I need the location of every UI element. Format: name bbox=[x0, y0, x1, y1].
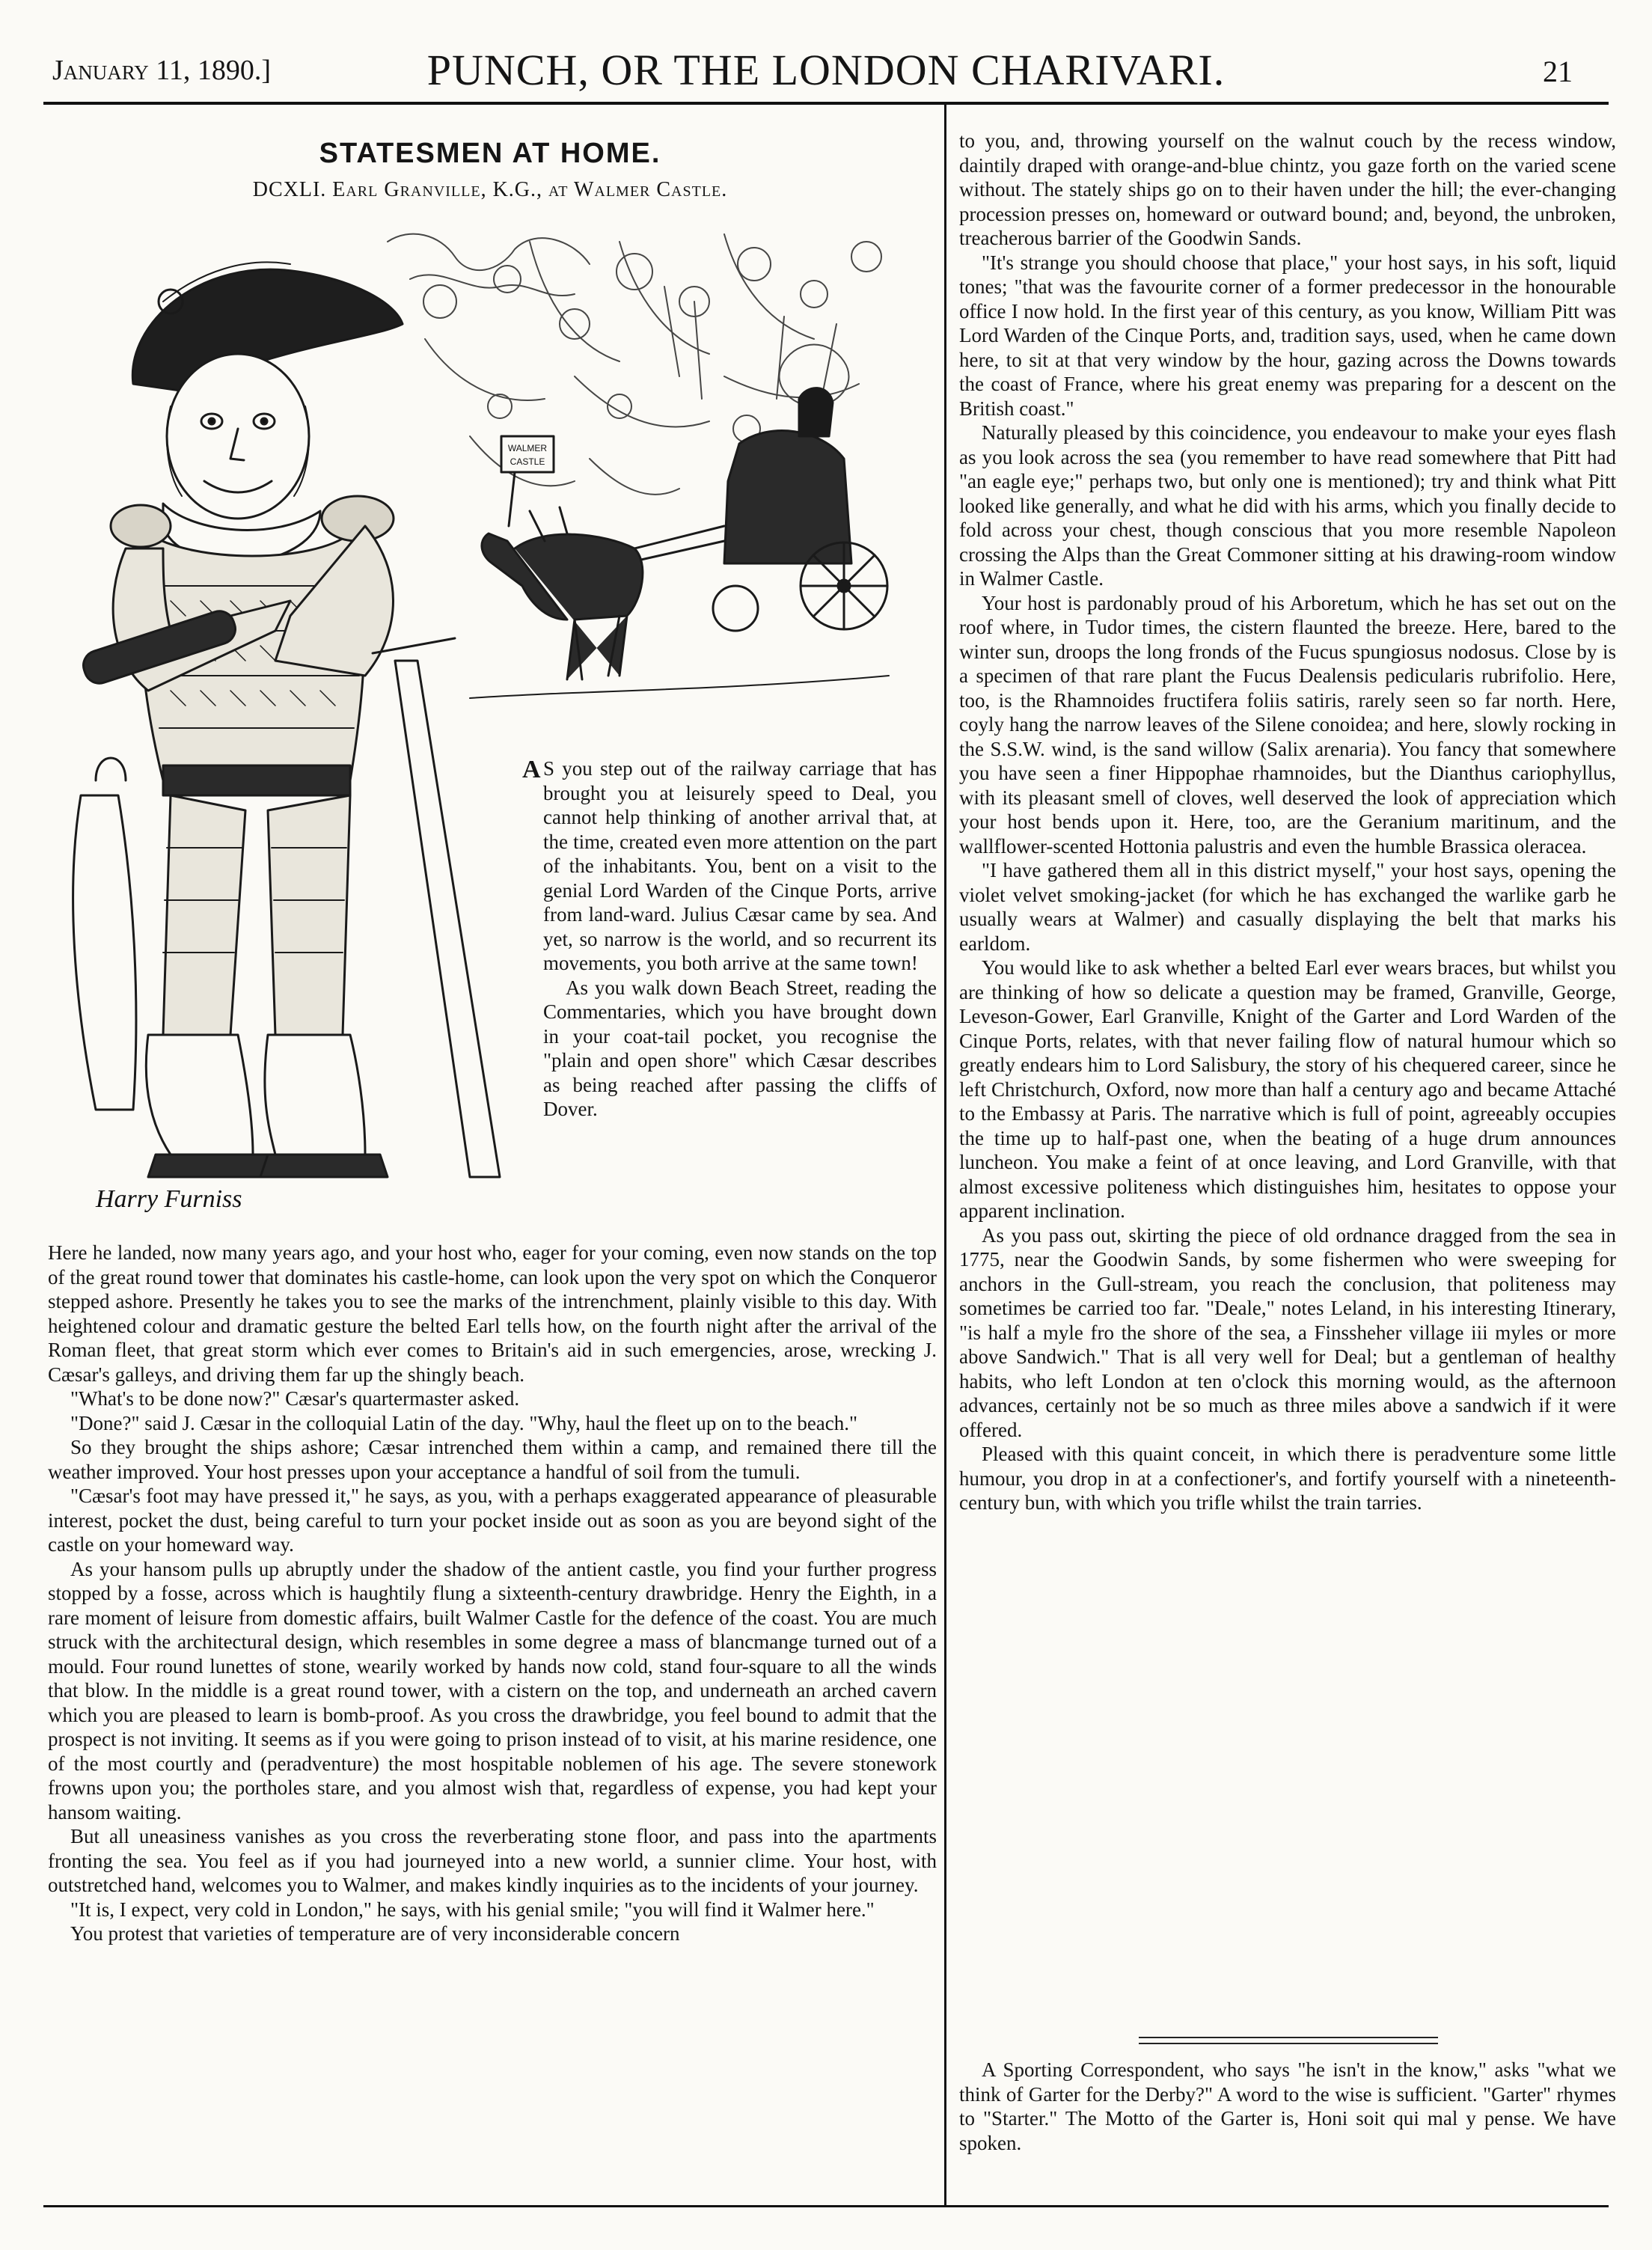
left-paragraph: As your hansom pulls up abruptly under the shadow of the antient castle, you find your further progress stopped by a fosse, across which is haughtily flung a sixteenth-century drawbridge. Henry the Eighth, in a rare moment of leisure from domestic affairs, built Walmer Castle for the defence of the coast. You are much struck with the architectural design, which resembles in some degree a mass of blancmange turned out of a mould. Four round lunettes of stone, wearily worked by hands now cold, stand four-square to all the winds that blow. In the middle is a great round tower, with a cistern on the top, and underneath an arched cavern which you are pleased to learn is bomb-proof. As you cross the drawbridge, you feel bound to admit that the prospect is not inviting. It seems as if you were going to prison instead of to visit, at his marine residence, one of the most courtly and (peradventure) the most hospitable noblemen of his age. The severe stonework frowns upon you; the portholes stare, and you almost wish that, regardless of expense, you had kept your hansom waiting. bbox=[48, 1557, 937, 1823]
right-paragraph: Naturally pleased by this coincidence, you endeavour to make your eyes flash as you look across the sea (you remember to have read somewhere that Pitt had "an eagle eye;" perhaps two, but only one is mentioned); try and think what Pitt looked like generally, and what he did with his arms, which you finally decide to fold across your chest, though conscious that you more resemble Napoleon crossing the Alps than the Great Commoner sitting at his drawing-room window in Walmer Castle. bbox=[959, 421, 1616, 590]
section-divider bbox=[1139, 2037, 1438, 2049]
right-paragraph: "I have gathered them all in this district myself," your host says, opening the violet velvet smoking-jacket (for which he has exchanged the warlike garb he usually wears at Walmer) and casually displaying the belt that marks his earldom. bbox=[959, 859, 1616, 955]
column-divider bbox=[944, 103, 946, 2205]
footer-rule bbox=[43, 2205, 1609, 2207]
left-paragraph: "What's to be done now?" Cæsar's quartermaster asked. bbox=[70, 1387, 520, 1410]
svg-text:CASTLE: CASTLE bbox=[510, 456, 545, 467]
earl-figure bbox=[73, 262, 500, 1177]
left-paragraph: "It is, I expect, very cold in London," he says, with his genial smile; "you will find it Walmer here." bbox=[70, 1898, 875, 1921]
page-number: 21 bbox=[1543, 55, 1573, 88]
sporting-note-text: A Sporting Correspondent, who says "he isn't in the know," asks "what we think of Garter for the Derby?" A word to the wise is sufficient. "Garter" rhymes to "Starter." The Motto of the Garter is, Honi soit qui mal y pense. We have spoken. bbox=[959, 2058, 1616, 2154]
left-paragraph: "Done?" said J. Cæsar in the colloquial Latin of the day. "Why, haul the fleet up on to the beach." bbox=[70, 1411, 858, 1434]
intro-paragraph-2: As you walk down Beach Street, reading the Commentaries, which you have brought down in your coat-tail pocket, you recognise the "plain and open shore" which Cæsar describes as being reached after passing the cliffs of Dover. bbox=[543, 976, 937, 1120]
svg-text:WALMER: WALMER bbox=[507, 443, 548, 453]
right-paragraph: "It's strange you should choose that place," your host says, in his soft, liquid tones; "that was the favourite corner of a former predecessor in the honourable office I now hold. In the first year of this century, as you know, William Pitt was Lord Warden of the Cinque Ports, and, tradition says, used, when he came down here, to sit at that very window by the hour, gazing across the Downs towards the coast of France, where his great enemy was preparing for a descent on the British coast." bbox=[959, 251, 1616, 420]
left-column-text bbox=[48, 1241, 937, 2200]
page-header bbox=[43, 45, 1609, 97]
left-paragraph: "Cæsar's foot may have pressed it," he says, as you, with a perhaps exaggerated appearance of pleasurable interest, pocket the dust, being careful to turn your pocket inside out as soon as you are beyond sight of the castle on your homeward way. bbox=[48, 1485, 937, 1556]
right-paragraph: Pleased with this quaint conceit, in which there is peradventure some little humour, you drop in at a confectioner's, and fortify yourself with a nineteenth-century bun, with which you trifle whilst the train tarries. bbox=[959, 1443, 1616, 1514]
sporting-note bbox=[959, 2058, 1616, 2200]
intro-paragraph-1: S you step out of the railway carriage that has brought you at leisurely speed to Deal, you cannot help thinking of another arrival that, at the time, created even more attention on the part of the inhabitants. You, bent on a visit to the genial Lord Warden of the Cinque Ports, arrive from land-ward. Julius Cæsar came by sea. And yet, so narrow is the world, and so recurrent its movements, you both arrive at the same town! bbox=[543, 757, 937, 974]
masthead: PUNCH, OR THE LONDON CHARIVARI. bbox=[426, 46, 1226, 94]
drop-cap: A bbox=[522, 756, 541, 783]
issue-date: January 11, 1890.] bbox=[52, 55, 272, 86]
article-subtitle: DCXLI. Earl Granville, K.G., at Walmer Castle. bbox=[252, 178, 728, 201]
right-paragraph: Your host is pardonably proud of his Arboretum, which he has set out on the roof where, in Tudor times, the cistern flaunted the breeze. Here, bared to the winter sun, droops the long fronds of the Fucus spungiosus nodosus. Close by is a specimen of that rare plant the Fucus Dealensis pedicularis rubrifolio. Here, too, is the Rhamnoides fructifera foliis satiris, rarely seen so far north. Here, coyly hang the narrow leaves of the Silene conoidea; and here, slowly rocking in the S.S.W. wind, is the sand willow (Salix arenaria). You fancy that somewhere you have seen a finer Hippophae rhamnoides, but the Dianthus cariophyllus, with its pleasant smell of cloves, well deserved the look of appreciation which your host bends upon it. Here, too, are the Geranium maritinum, and the wallflower-scented Hottonia palustris and even the humble Brassica oleracea. bbox=[959, 591, 1616, 857]
right-column-text bbox=[959, 129, 1616, 2037]
left-paragraph: You protest that varieties of temperature are of very inconsiderable concern bbox=[70, 1922, 680, 1945]
right-paragraph: You would like to ask whether a belted Earl ever wears braces, but whilst you are thinking of how so delicate a question may be framed, Granville, George, Leveson-Gower, Earl Granville, Knight of the Garter and Lord Warden of the Cinque Ports, relates, with that never failing flow of natural humour which so greatly endears him to Lord Salisbury, the story of his chequered career, since he left Christchurch, Oxford, now more than half a century ago and became Attaché to the Embassy at Paris. The narrative which is full of point, agreeably occupies the time up to half-past one, when the beating of a huge drum announces luncheon. You make a feint of at once leaving, and Lord Granville, with that almost excessive politeness which distinguishes him, hesitates to oppose your apparent inclination. bbox=[959, 956, 1616, 1222]
right-paragraph: to you, and, throwing yourself on the walnut couch by the recess window, daintily draped with orange-and-blue chintz, you gaze forth on the varied scene without. The stately ships go on to their haven under the hill; the ever-changing procession presses on, homeward or outward bound; and, beyond, the unbroken, treacherous barrier of the Goodwin Sands. bbox=[959, 129, 1616, 249]
horse bbox=[482, 507, 643, 679]
artist-signature: Harry Furniss bbox=[96, 1185, 242, 1213]
left-paragraph: But all uneasiness vanishes as you cross the reverberating stone floor, and pass into the apartments fronting the sea. You feel as if you had journeyed into a new world, a sunnier clime. Your host, with outstretched hand, welcomes you to Walmer, and makes kindly inquiries as to the incidents of your journey. bbox=[48, 1825, 937, 1896]
article-title: STATESMEN AT HOME. bbox=[319, 138, 661, 169]
header-rule bbox=[43, 102, 1609, 105]
left-paragraph: So they brought the ships ashore; Cæsar intrenched them within a camp, and remained there till the weather improved. Your host presses upon your acceptance a handful of soil from the tumuli. bbox=[48, 1436, 937, 1483]
intro-text bbox=[543, 756, 937, 1235]
left-paragraph: Here he landed, now many years ago, and your host who, eager for your coming, even now stands on the top of the great round tower that dominates his castle-home, can look upon the very spot on which the Conqueror stepped ashore. Presently he takes you to see the marks of the intrenchment, plainly visible to this day. With heightened colour and dramatic gesture the belted Earl tells how, on the fourth night after the arrival of the Roman fleet, that great storm which ever comes to Britain's aid in such emergencies, arose, wrecking J. Cæsar's galleys, and driving them far up the shingly beach. bbox=[48, 1241, 937, 1386]
right-paragraph: As you pass out, skirting the piece of old ordnance dragged from the sea in 1775, near the Goodwin Sands, by some fishermen who were sweeping for anchors in the Gull-stream, you reach the conclusion, that politeness may sometimes be carried too far. "Deale," notes Leland, in his interesting Itinerary, "is half a myle fro the shore of the sea, a Finssheher village iii myles or more above Sandwich." That is all very well for Deal; but a gentleman of healthy habits, who left London at ten o'clock this morning would, as the afternoon advances, certainly not be so much as three miles above a sandwich if it were offered. bbox=[959, 1223, 1616, 1441]
